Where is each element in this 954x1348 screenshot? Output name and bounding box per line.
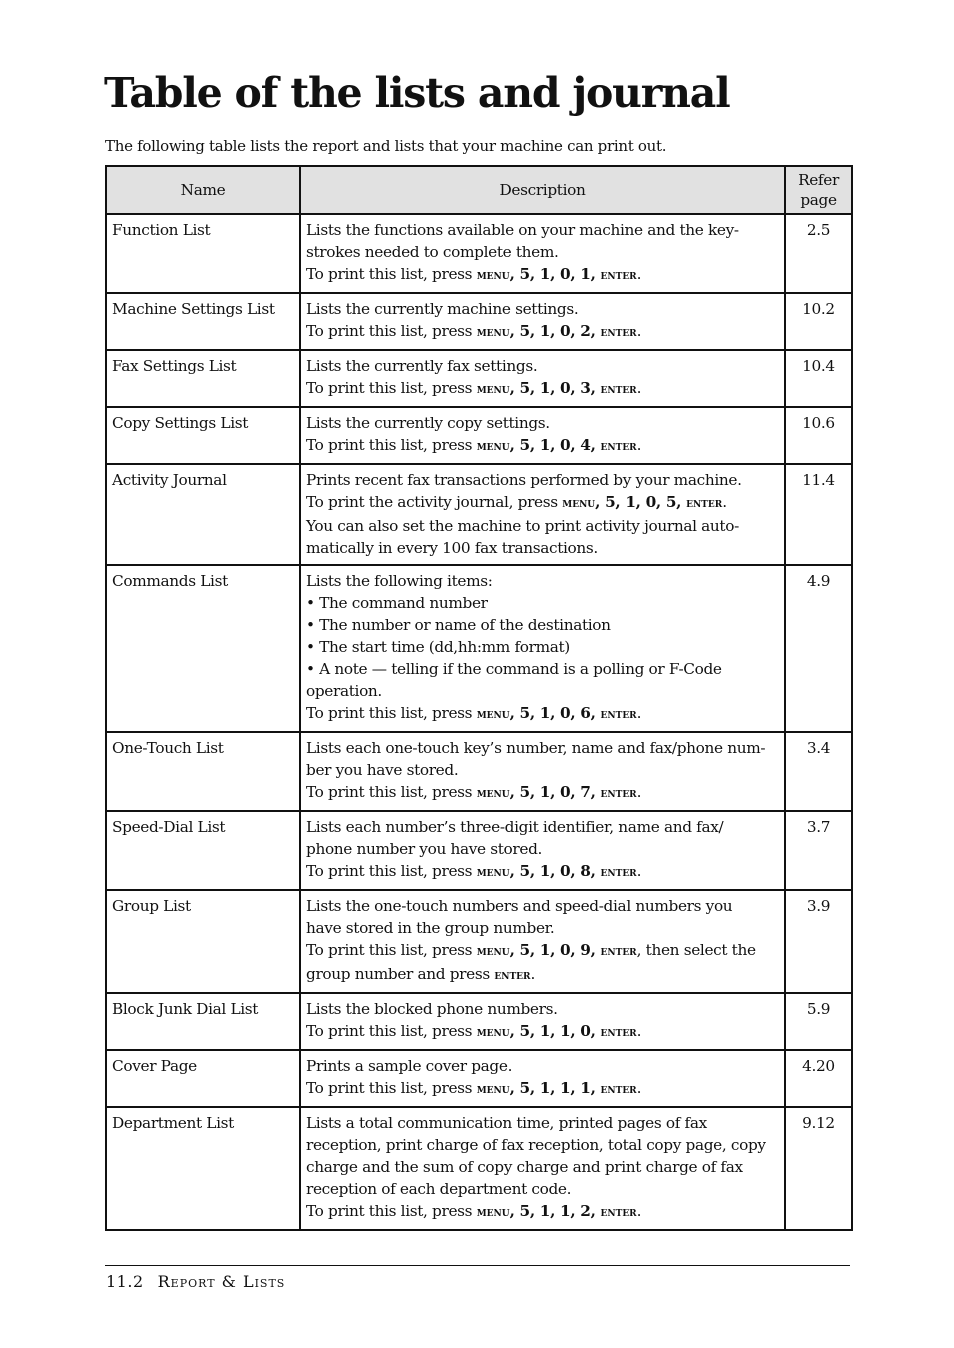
refer-page: 4.20 (785, 1050, 852, 1107)
instruction-suffix: . (636, 1022, 642, 1040)
key-sequence: , 5, 1, 1, 2, (509, 1202, 601, 1220)
key-sequence: , 5, 1, 0, 5, (595, 493, 687, 511)
list-description (300, 1107, 785, 1230)
table-row (106, 811, 852, 890)
instruction-text: To print this list, press (306, 783, 477, 801)
menu-key: menu (476, 268, 510, 283)
instruction-text: To print this list, press (306, 862, 477, 880)
key-sequence: , 5, 1, 1, 1, (509, 1079, 601, 1097)
enter-key: enter (686, 496, 723, 511)
enter-key: enter (600, 944, 637, 959)
description-line: Lists the functions available on your machine and the key- (306, 221, 739, 239)
table-row (106, 350, 852, 407)
list-name: Cover Page (106, 1050, 300, 1107)
list-description (300, 811, 785, 890)
instruction-suffix: . (636, 862, 642, 880)
refer-page: 3.7 (785, 811, 852, 890)
table-row (106, 890, 852, 993)
description-line: matically in every 100 fax transactions. (306, 539, 598, 557)
instruction-text: To print this list, press (306, 1022, 477, 1040)
enter-key: enter (600, 707, 637, 722)
table-row (106, 407, 852, 464)
key-sequence: , 5, 1, 0, 6, (509, 704, 601, 722)
list-name: Group List (106, 890, 300, 993)
description-line: charge and the sum of copy charge and print charge of fax (306, 1158, 743, 1176)
refer-page: 5.9 (785, 993, 852, 1050)
list-description (300, 214, 785, 293)
enter-key: enter (600, 325, 637, 340)
list-name: Commands List (106, 565, 300, 732)
list-description (300, 565, 785, 732)
menu-key: menu (476, 325, 510, 340)
list-name: Speed-Dial List (106, 811, 300, 890)
list-name: Activity Journal (106, 464, 300, 565)
instruction-suffix: . (636, 783, 642, 801)
list-description (300, 350, 785, 407)
print-instruction (306, 263, 779, 287)
description-line: operation. (306, 682, 382, 700)
key-sequence: , 5, 1, 0, 9, (509, 941, 601, 959)
refer-page: 3.9 (785, 890, 852, 993)
menu-key: menu (476, 1082, 510, 1097)
instruction-suffix: . (636, 379, 642, 397)
instruction-suffix: . (636, 265, 642, 283)
description-line: ber you have stored. (306, 761, 459, 779)
page-title: Table of the lists and journal (104, 69, 730, 117)
menu-key: menu (476, 1205, 510, 1220)
key-sequence: , 5, 1, 0, 7, (509, 783, 601, 801)
description-line: Lists the currently machine settings. (306, 300, 579, 318)
table-row (106, 1107, 852, 1230)
description-line: Lists the following items: (306, 572, 493, 590)
menu-key: menu (476, 1025, 510, 1040)
list-description (300, 993, 785, 1050)
description-line: You can also set the machine to print activity journal auto- (306, 517, 739, 535)
table-row (106, 464, 852, 565)
print-instruction (306, 702, 779, 726)
instruction-text: To print this list, press (306, 1079, 477, 1097)
page-footer (106, 1272, 285, 1291)
refer-page: 10.6 (785, 407, 852, 464)
description-line: have stored in the group number. (306, 919, 555, 937)
table-row (106, 214, 852, 293)
table-body (106, 214, 852, 1230)
list-name: Function List (106, 214, 300, 293)
instruction-suffix: . (636, 1079, 642, 1097)
key-sequence: , 5, 1, 0, 4, (509, 436, 601, 454)
table-row (106, 293, 852, 350)
list-name: Copy Settings List (106, 407, 300, 464)
list-description (300, 293, 785, 350)
key-sequence: , 5, 1, 1, 0, (509, 1022, 601, 1040)
print-instruction (306, 939, 779, 963)
print-instruction (306, 434, 779, 458)
header-refer-line1: Refer (798, 171, 839, 189)
list-name: Machine Settings List (106, 293, 300, 350)
table-row (106, 1050, 852, 1107)
menu-key: menu (476, 707, 510, 722)
table-row (106, 993, 852, 1050)
key-sequence: , 5, 1, 0, 1, (509, 265, 601, 283)
description-line: Prints a sample cover page. (306, 1057, 513, 1075)
instruction-text: group number and press (306, 965, 495, 983)
description-line: Lists each one-touch key’s number, name and fax/phone num- (306, 739, 766, 757)
table-row (106, 732, 852, 811)
instruction-suffix: , then select the (636, 941, 756, 959)
list-name: Department List (106, 1107, 300, 1230)
enter-key: enter (600, 1205, 637, 1220)
refer-page: 3.4 (785, 732, 852, 811)
description-line: strokes needed to complete them. (306, 243, 559, 261)
menu-key: menu (476, 786, 510, 801)
description-line: Lists each number’s three-digit identifier, name and fax/ (306, 818, 724, 836)
menu-key: menu (476, 944, 510, 959)
enter-key: enter (600, 382, 637, 397)
instruction-text: To print this list, press (306, 379, 477, 397)
key-sequence: , 5, 1, 0, 3, (509, 379, 601, 397)
enter-key: enter (494, 968, 531, 983)
lists-table (105, 165, 853, 1231)
section-title: Report & Lists (157, 1272, 286, 1291)
menu-key: menu (476, 439, 510, 454)
refer-page: 10.2 (785, 293, 852, 350)
instruction-text: To print this list, press (306, 265, 477, 283)
print-instruction (306, 860, 779, 884)
print-instruction (306, 320, 779, 344)
instruction-text: To print the activity journal, press (306, 493, 563, 511)
instruction-text: To print this list, press (306, 322, 477, 340)
description-line: reception of each department code. (306, 1180, 572, 1198)
refer-page: 9.12 (785, 1107, 852, 1230)
instruction-suffix: . (636, 704, 642, 722)
intro-text: The following table lists the report and lists that your machine can print out. (105, 137, 667, 155)
instruction-suffix: . (636, 322, 642, 340)
description-line: Lists the currently copy settings. (306, 414, 550, 432)
enter-key: enter (600, 268, 637, 283)
print-instruction (306, 781, 779, 805)
menu-key: menu (562, 496, 596, 511)
enter-key: enter (600, 439, 637, 454)
list-name: Block Junk Dial List (106, 993, 300, 1050)
list-description (300, 407, 785, 464)
description-line: Prints recent fax transactions performed by your machine. (306, 471, 742, 489)
header-refer-line2: page (800, 191, 837, 209)
list-description (300, 732, 785, 811)
instruction-text: To print this list, press (306, 1202, 477, 1220)
description-line: Lists the blocked phone numbers. (306, 1000, 558, 1018)
description-line: • The command number (306, 594, 488, 612)
print-instruction (306, 1200, 779, 1224)
description-line: • A note — telling if the command is a polling or F-Code (306, 660, 722, 678)
description-line: • The number or name of the destination (306, 616, 611, 634)
list-name: One-Touch List (106, 732, 300, 811)
key-sequence: , 5, 1, 0, 8, (509, 862, 601, 880)
print-instruction (306, 963, 779, 987)
list-description (300, 464, 785, 565)
instruction-text: To print this list, press (306, 704, 477, 722)
key-sequence: , 5, 1, 0, 2, (509, 322, 601, 340)
list-description (300, 1050, 785, 1107)
refer-page: 2.5 (785, 214, 852, 293)
footer-rule (105, 1265, 850, 1266)
description-line: Lists a total communication time, printed pages of fax (306, 1114, 707, 1132)
instruction-suffix: . (636, 436, 642, 454)
instruction-text: To print this list, press (306, 941, 477, 959)
header-description: Description (300, 166, 785, 214)
print-instruction (306, 1077, 779, 1101)
instruction-suffix: . (530, 965, 535, 983)
description-line: reception, print charge of fax reception, total copy page, copy (306, 1136, 766, 1154)
description-line: phone number you have stored. (306, 840, 543, 858)
instruction-suffix: . (722, 493, 727, 511)
refer-page: 11.4 (785, 464, 852, 565)
refer-page: 10.4 (785, 350, 852, 407)
menu-key: menu (476, 382, 510, 397)
instruction-text: To print this list, press (306, 436, 477, 454)
list-description (300, 890, 785, 993)
page-number: 11.2 (106, 1272, 144, 1291)
header-refer-page (785, 166, 852, 214)
description-line: • The start time (dd,hh:mm format) (306, 638, 570, 656)
enter-key: enter (600, 865, 637, 880)
enter-key: enter (600, 786, 637, 801)
refer-page: 4.9 (785, 565, 852, 732)
description-line: Lists the currently fax settings. (306, 357, 538, 375)
print-instruction (306, 491, 779, 515)
enter-key: enter (600, 1025, 637, 1040)
list-name: Fax Settings List (106, 350, 300, 407)
instruction-suffix: . (636, 1202, 642, 1220)
table-header-row (106, 166, 852, 214)
table-row (106, 565, 852, 732)
print-instruction (306, 1020, 779, 1044)
menu-key: menu (476, 865, 510, 880)
enter-key: enter (600, 1082, 637, 1097)
header-name: Name (106, 166, 300, 214)
print-instruction (306, 377, 779, 401)
description-line: Lists the one-touch numbers and speed-dial numbers you (306, 897, 733, 915)
